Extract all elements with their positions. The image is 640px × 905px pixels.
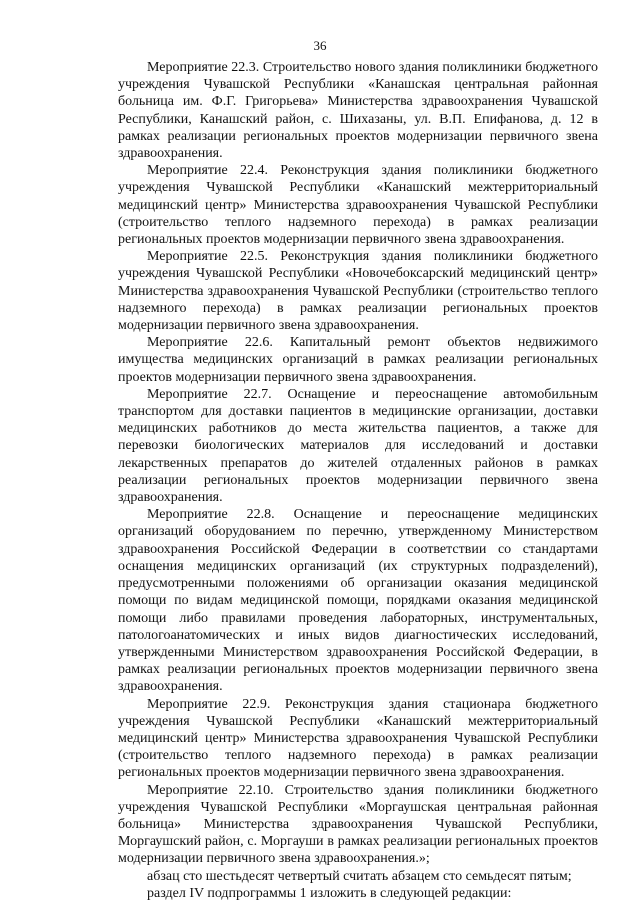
paragraph-measure-22-10: Мероприятие 22.10. Строительство здания поликлиники бюджетного учреждения Чувашской Республики «Моргаушская центральная районная больница» Министерства здравоохранения Чувашской Республики, Моргаушский район, с. Моргауши в рамках реализации региональных проектов модернизации первичного звена здравоохранения.»; <box>118 782 598 867</box>
document-body <box>118 59 598 902</box>
paragraph-renumbering-note: абзац сто шестьдесят четвертый считать абзацем сто семьдесят пятым; <box>147 868 572 884</box>
paragraph-measure-22-7: Мероприятие 22.7. Оснащение и переоснащение автомобильным транспортом для доставки пациентов в медицинские организации, доставки медицинских работников до места жительства пациентов, а также для перевозки биологических материалов для исследований и доставки лекарственных препаратов до жителей отдаленных районов в рамках реализации региональных проектов модернизации первичного звена здравоохранения. <box>118 386 598 506</box>
paragraph-measure-22-5: Мероприятие 22.5. Реконструкция здания поликлиники бюджетного учреждения Чувашской Республики «Новочебоксарский медицинский центр» Министерства здравоохранения Чувашской Республики (строительство теплого надземного перехода) в рамках реализации региональных проектов модернизации первичного звена здравоохранения. <box>118 249 598 334</box>
paragraph-section-iv-note: раздел IV подпрограммы 1 изложить в следующей редакции: <box>147 885 512 901</box>
paragraph-measure-22-6: Мероприятие 22.6. Капитальный ремонт объектов недвижимого имущества медицинских организаций в рамках реализации региональных проектов модернизации первичного звена здравоохранения. <box>118 335 598 385</box>
paragraph-measure-22-8: Мероприятие 22.8. Оснащение и переоснащение медицинских организаций оборудованием по перечню, утвержденному Министерством здравоохранения Российской Федерации в соответствии со стандартами оснащения медицинских организаций (их структурных подразделений), предусмотренными положениями об организации оказания медицинской помощи по видам медицинской помощи, порядками оказания медицинской помощи либо правилами проведения лабораторных, инструментальных, патологоанатомических и иных видов диагностических исследований, утвержденными Министерством здравоохранения Российской Федерации, в рамках реализации региональных проектов модернизации первичного звена здравоохранения. <box>118 507 598 695</box>
page-number: 36 <box>313 38 327 53</box>
paragraph-measure-22-9: Мероприятие 22.9. Реконструкция здания стационара бюджетного учреждения Чувашской Республики «Канашский межтерриториальный медицинский центр» Министерства здравоохранения Чувашской Республики (строительство теплого надземного перехода) в рамках реализации региональных проектов модернизации первичного звена здравоохранения. <box>118 696 598 781</box>
paragraph-measure-22-3: Мероприятие 22.3. Строительство нового здания поликлиники бюджетного учреждения Чувашской Республики «Канашская центральная районная больница им. Ф.Г. Григорьева» Министерства здравоохранения Чувашской Республики, Канашский район, с. Шихазаны, ул. В.П. Епифанова, д. 12 в рамках реализации региональных проектов модернизации первичного звена здравоохранения. <box>118 60 598 162</box>
paragraph-measure-22-4: Мероприятие 22.4. Реконструкция здания поликлиники бюджетного учреждения Чувашской Республики «Канашский межтерриториальный медицинский центр» Министерства здравоохранения Чувашской Республики (строительство теплого надземного перехода) в рамках реализации региональных проектов модернизации первичного звена здравоохранения. <box>118 163 598 248</box>
